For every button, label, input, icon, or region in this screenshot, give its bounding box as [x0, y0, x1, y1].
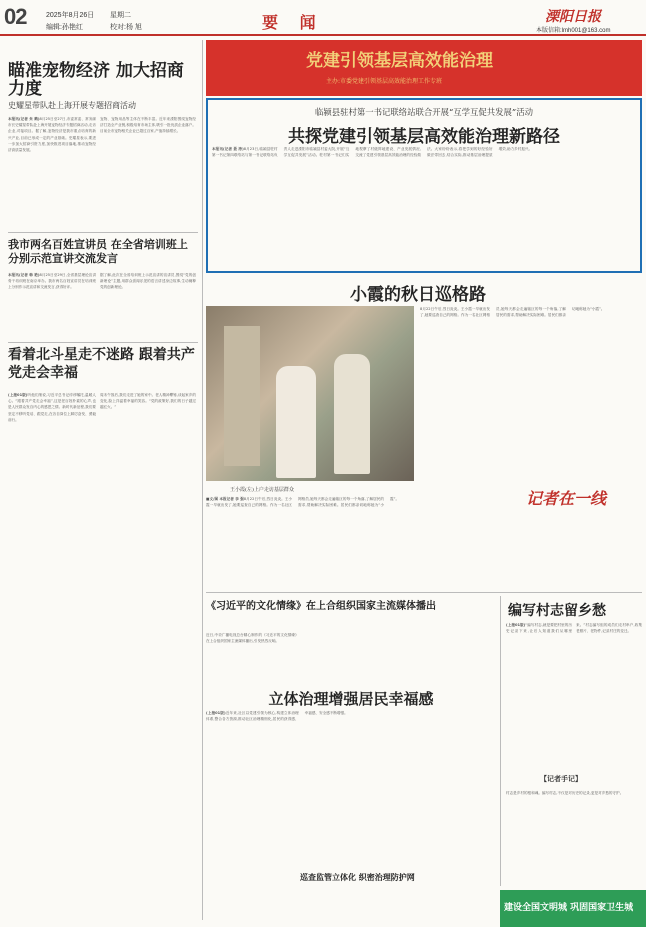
- page-number: 02: [4, 4, 27, 29]
- photo-caption: 王小霞(左)上户走访基层群众: [230, 487, 294, 493]
- divider: [206, 592, 642, 593]
- art3-body-1: [8, 392, 96, 927]
- art2-title: 我市两名百姓宣讲员 在全省培训班上分别示范宣讲交流发言: [8, 238, 188, 265]
- email-label: 本版信箱:lmh001@163.com: [536, 28, 611, 34]
- divider: [8, 232, 198, 233]
- person-left-image: [276, 366, 316, 478]
- story-body-right: 8月22日午后,烈日炎炎。王小霞一早就出发了,她要巡查自己的网格。作为一名社区网格员,她每天都会走遍辖区的每一个角落,了解居民的需求,帮助解决实际困难。居民们都亲切地称她为“小霞”。: [420, 307, 605, 318]
- governance-byline: (上接01版): [206, 711, 226, 715]
- lead-body-text: 8月23日,临颍县驻村第一书记第四联络站与第一书记联络站负责人走进溧阳市临颍县村委大院,开展“互学互促共发展”活动。驻村第一书记们实地观摩了村级阵地建设、产业发展情况,交流了党建引领基层高效能治理的经验做法。大家纷纷表示,将把学到的好经验好做法带回去,结合实际,推动基层治理提质增效,助力乡村振兴。: [212, 147, 533, 158]
- art2-body-text: 8月25日至29日,全省基层理论宣讲骨干培训班在南京举办。我市两名百姓宣讲员在培训班上分别作示范宣讲和交流发言,获得好评。: [8, 273, 96, 290]
- governance-body-text: 近年来,社区以党建引领为核心,构建立体治理体系,整合各方资源,推动社区治理精细化,居民的获得感、幸福感、安全感不断增强。: [206, 711, 348, 722]
- newspaper-logo: 溧阳日报: [545, 9, 601, 25]
- story-title: 小霞的秋日巡格路: [350, 285, 486, 305]
- culture-body: 近日,中央广播电视总台精心制作的《习近平的文化情缘》在上合组织国家主流媒体播出,引发热烈反响。: [206, 633, 299, 644]
- civic-banner-text: 建设全国文明城 巩固国家卫生城: [504, 903, 634, 913]
- art1-byline: 本报讯(记者 朱 鹤): [8, 117, 40, 121]
- art3-body-2: 周末午饭后,我们走进了她的家中。老人精神矍铄,谈起家乡的变化,脸上洋溢着幸福的笑容。“党的政策好,我们的日子越过越红火。”: [100, 393, 196, 410]
- art3-title: 看着北斗星走不迷路 跟着共产党走会幸福: [8, 347, 195, 381]
- village-body: [506, 622, 642, 772]
- art1-body-text: 8月25日至27日,市委常委、常务副市长史耀星带队赴上海开展宠物经济专题招商活动,走访企业,对接项目。据了解,宠物经济是我市重点培育的新兴产业,目前已形成一定的产业基础。史耀星表示,要进一步加大招商引资力度,加快推进项目落地,推动宠物经济高质量发展。: [8, 117, 96, 153]
- art2-body-1: [8, 272, 96, 342]
- issue-date: 2025年8月26日: [46, 12, 95, 19]
- reporter-note-label: 【记者手记】: [540, 774, 582, 783]
- proofreader: 校对:杨 旭: [110, 24, 142, 31]
- column-divider: [202, 40, 203, 920]
- village-byline: (上接01版): [506, 623, 526, 627]
- civic-banner: [500, 890, 646, 927]
- section-title: 要 闻: [262, 13, 324, 32]
- divider: [8, 342, 198, 343]
- column-divider: [500, 596, 501, 886]
- stamp-text: 记者在一线: [526, 489, 607, 508]
- art1-body-1: [8, 116, 96, 228]
- editor: 编辑:孙艳红: [46, 24, 83, 31]
- lead-headline: 共探党建引领基层高效能治理新路径: [288, 127, 560, 147]
- story-body-text: 8月22日午后,烈日炎炎。王小霞一早就出发了,她要巡查自己的网格。作为一名社区网格员,她每天都会走遍辖区的每一个角落,了解居民的需求,帮助解决实际困难。居民们都亲切地称她为“小霞”。: [206, 497, 400, 508]
- art3-body-text: 听他们细说,习近平总书记谆谆嘱托,温暖人心。“跟着共产党走会幸福”,这是老百姓朴素的心声,也是人民群众发自内心的感恩之情。新时代新征程,我们要坚定不移听党话、跟党走,在各自岗位上踔厉奋发、勇毅前行。: [8, 393, 96, 422]
- art1-subtitle: 史耀星带队赴上海开展专题招商活动: [8, 101, 136, 110]
- governance-subheading: 巡查监管立体化 织密治理防护网: [300, 872, 415, 882]
- reporter-frontline-stamp: [510, 476, 638, 516]
- governance-body: [206, 710, 496, 920]
- art3-byline: (上接01版): [8, 393, 28, 397]
- person-right-image: [334, 354, 370, 474]
- village-headline: 编写村志留乡愁: [508, 603, 606, 619]
- story-byline: ■文/图 本报记者 李 强: [206, 497, 244, 501]
- banner-subtitle: 主办:市委党建引领基层高效能治理工作专班: [326, 78, 443, 85]
- art2-byline: 本报讯(记者 韩 艳): [8, 273, 40, 277]
- lead-article-box: [206, 98, 642, 273]
- door-frame-image: [224, 326, 260, 466]
- masthead-rule: [0, 34, 646, 36]
- banner-title: 党建引领基层高效能治理: [306, 51, 493, 71]
- reporter-note-body: 村志是乡村的根和魂。编写村志,不仅是对历史的记录,更是对乡愁的守护。: [506, 791, 624, 795]
- art1-body-2: 宠物、宠物用品等主体在不断丰富。近年来溧阳围绕宠物经济打造全产业链,积极培育市场主体,吸引一批优质企业落户。目前全市宠物相关企业已超过百家,产值持续增长。: [100, 117, 196, 134]
- story-photo: [206, 306, 414, 481]
- lead-byline: 本报讯(记者 聂 涛): [212, 147, 244, 151]
- lead-kicker: 临颍县驻村第一书记联络站联合开展“互学互促共发展”活动: [315, 107, 533, 117]
- lead-body: [212, 146, 636, 270]
- governance-headline: 立体治理增强居民幸福感: [268, 690, 434, 708]
- weekday: 星期二: [110, 12, 131, 19]
- culture-headline: 《习近平的文化情缘》在上合组织国家主流媒体播出: [206, 601, 436, 612]
- art1-title: 瞄准宠物经济 加大招商力度: [8, 61, 184, 99]
- story-body-bottom: [206, 496, 476, 586]
- banner: [206, 40, 642, 96]
- village-body-text: “编写村志,就是要把村里的历史记录下来,让后人知道我们从哪里来。”村志编写组的成员们走村串户,收集老照片、老物件,记录村庄的变迁。: [506, 623, 642, 634]
- art2-body-2: 据了解,此次在全省培训班上示范宣讲的宣讲员,围绕“党的创新理论”主题,用群众喜闻乐见的语言讲述身边故事,生动阐释党的创新理论。: [100, 273, 196, 290]
